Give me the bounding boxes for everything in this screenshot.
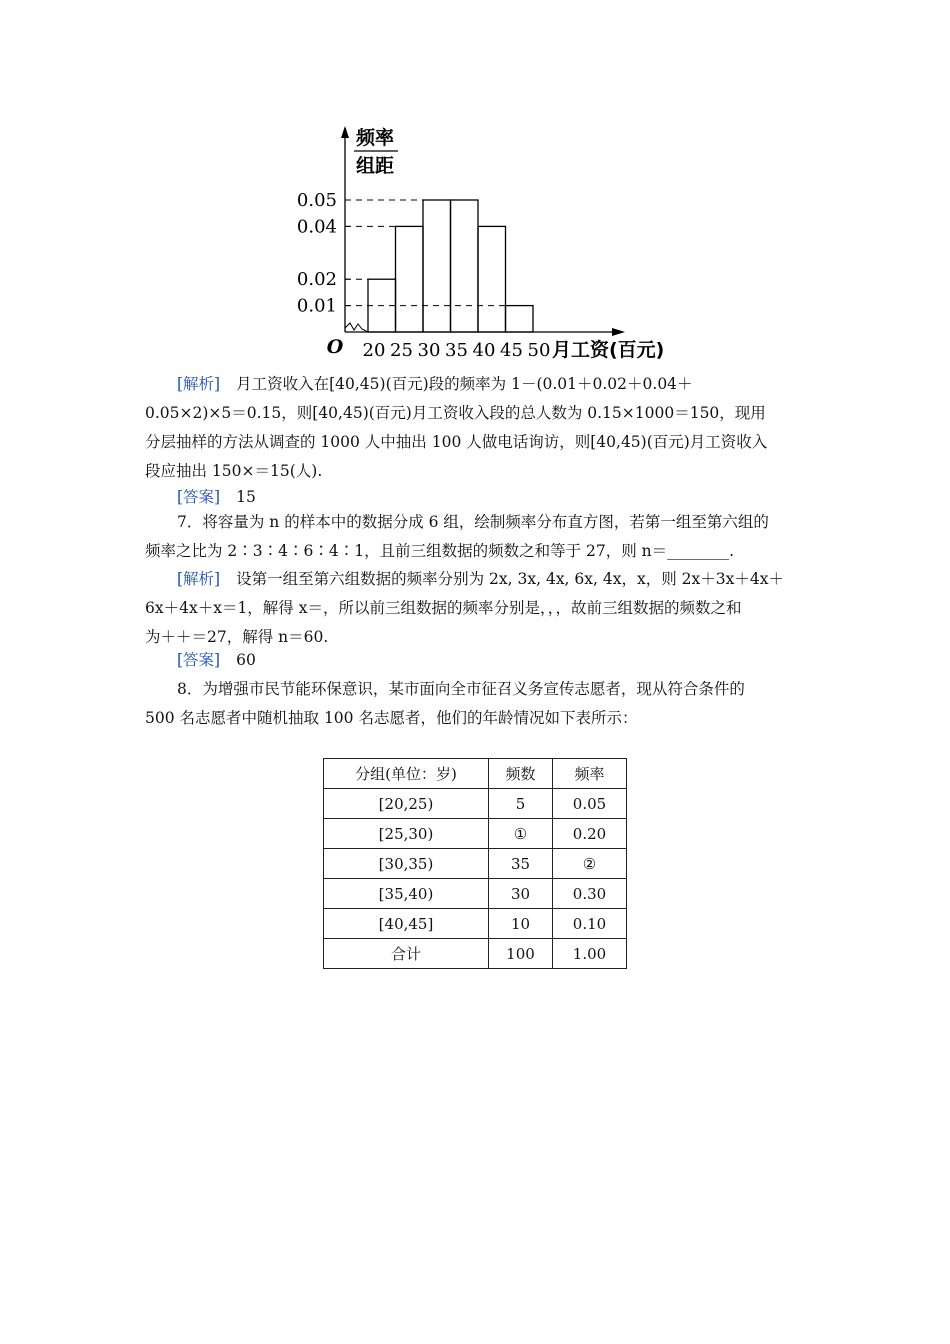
histogram-bar [506,306,534,332]
table-row [324,879,627,909]
y-label-denominator: 组距 [356,155,395,177]
table-header-row [324,759,627,789]
x-tick-label: 50 [527,340,551,361]
histogram-bar [478,226,506,332]
table-cell: 0.20 [553,819,627,849]
analysis-tag: [解析] [177,375,221,393]
table-cell: 1.00 [553,939,627,969]
table-cell: ② [553,849,627,879]
table-cell: 0.10 [553,909,627,939]
analysis-2 [145,565,815,652]
table-cell: 100 [489,939,553,969]
question-8 [145,675,815,733]
x-axis-arrow [612,328,625,336]
analysis-2-line3: 为＋＋＝27，解得 n＝60. [145,628,329,646]
y-label-numerator: 频率 [356,127,395,149]
table-cell: ① [489,819,553,849]
table-header: 频数 [489,759,553,789]
analysis-1-line3: 分层抽样的方法从调查的 1000 人中抽出 100 人做电话询访，则[40,45)(百元)月工资收入 [145,433,768,451]
answer-2 [145,646,815,675]
answer-2-value: 60 [236,651,256,669]
x-tick-label: 25 [390,340,413,361]
y-tick-label: 0.02 [296,269,337,291]
y-tick-label: 0.01 [296,295,337,317]
table-header: 频率 [553,759,627,789]
analysis-tag: [解析] [177,570,221,588]
x-axis-label: 月工资(百元) [552,339,665,361]
age-frequency-table [323,758,627,969]
y-tick-label: 0.04 [296,216,337,238]
x-tick-label: 20 [362,340,386,361]
x-tick-label: 40 [472,340,496,361]
table-cell: [30,35) [324,849,489,879]
origin-label: O [326,336,344,358]
table-cell: 10 [489,909,553,939]
table-cell: [40,45] [324,909,489,939]
x-tick-label: 30 [417,340,441,361]
table-cell: [20,25) [324,789,489,819]
table-cell: [25,30) [324,819,489,849]
table-cell: 0.30 [553,879,627,909]
table-row [324,909,627,939]
histogram-bar [423,200,451,332]
y-axis-arrow [341,126,349,138]
analysis-1-line2: 0.05×2)×5＝0.15，则[40,45)(百元)月工资收入段的总人数为 0.15×1000＝150，现用 [145,404,766,422]
table-row [324,849,627,879]
answer-tag: [答案] [177,651,221,669]
analysis-2-line2: 6x＋4x＋x＝1，解得 x＝，所以前三组数据的频率分别是，，，故前三组数据的频数之和 [145,599,742,617]
question-7-line1: 7．将容量为 n 的样本中的数据分成 6 组，绘制频率分布直方图，若第一组至第六组的 [177,513,769,531]
table-cell: 5 [489,789,553,819]
table-header: 分组(单位：岁) [324,759,489,789]
analysis-1-line1: 月工资收入在[40,45)(百元)段的频率为 1－(0.01＋0.02＋0.04＋ [236,375,693,393]
question-8-line1: 8．为增强市民节能环保意识，某市面向全市征召义务宣传志愿者，现从符合条件的 [177,680,745,698]
table-cell: 0.05 [553,789,627,819]
table-row [324,819,627,849]
question-7 [145,508,815,566]
question-7-line2: 频率之比为 2∶3∶4∶6∶4∶1，且前三组数据的频数之和等于 27，则 n＝________. [145,542,735,560]
table-row [324,939,627,969]
table-cell: [35,40) [324,879,489,909]
histogram-bar [451,200,479,332]
table-row [324,789,627,819]
x-tick-label: 35 [445,340,468,361]
y-tick-label: 0.05 [296,190,337,211]
analysis-1 [145,370,815,486]
question-8-line2: 500 名志愿者中随机抽取 100 名志愿者，他们的年龄情况如下表所示： [145,709,638,727]
x-tick-label: 45 [500,340,523,361]
answer-1-value: 15 [236,488,256,506]
axis-break-mark [345,323,368,332]
histogram-bar [396,226,424,332]
answer-tag: [答案] [177,488,221,506]
histogram-chart [290,120,665,370]
table-cell: 30 [489,879,553,909]
analysis-1-line4: 段应抽出 150×＝15(人). [145,462,323,480]
table-cell: 合计 [324,939,489,969]
table-cell: 35 [489,849,553,879]
analysis-2-line1: 设第一组至第六组数据的频率分别为 2x, 3x, 4x, 6x, 4x，x，则 2x＋3x＋4x＋ [236,570,784,588]
